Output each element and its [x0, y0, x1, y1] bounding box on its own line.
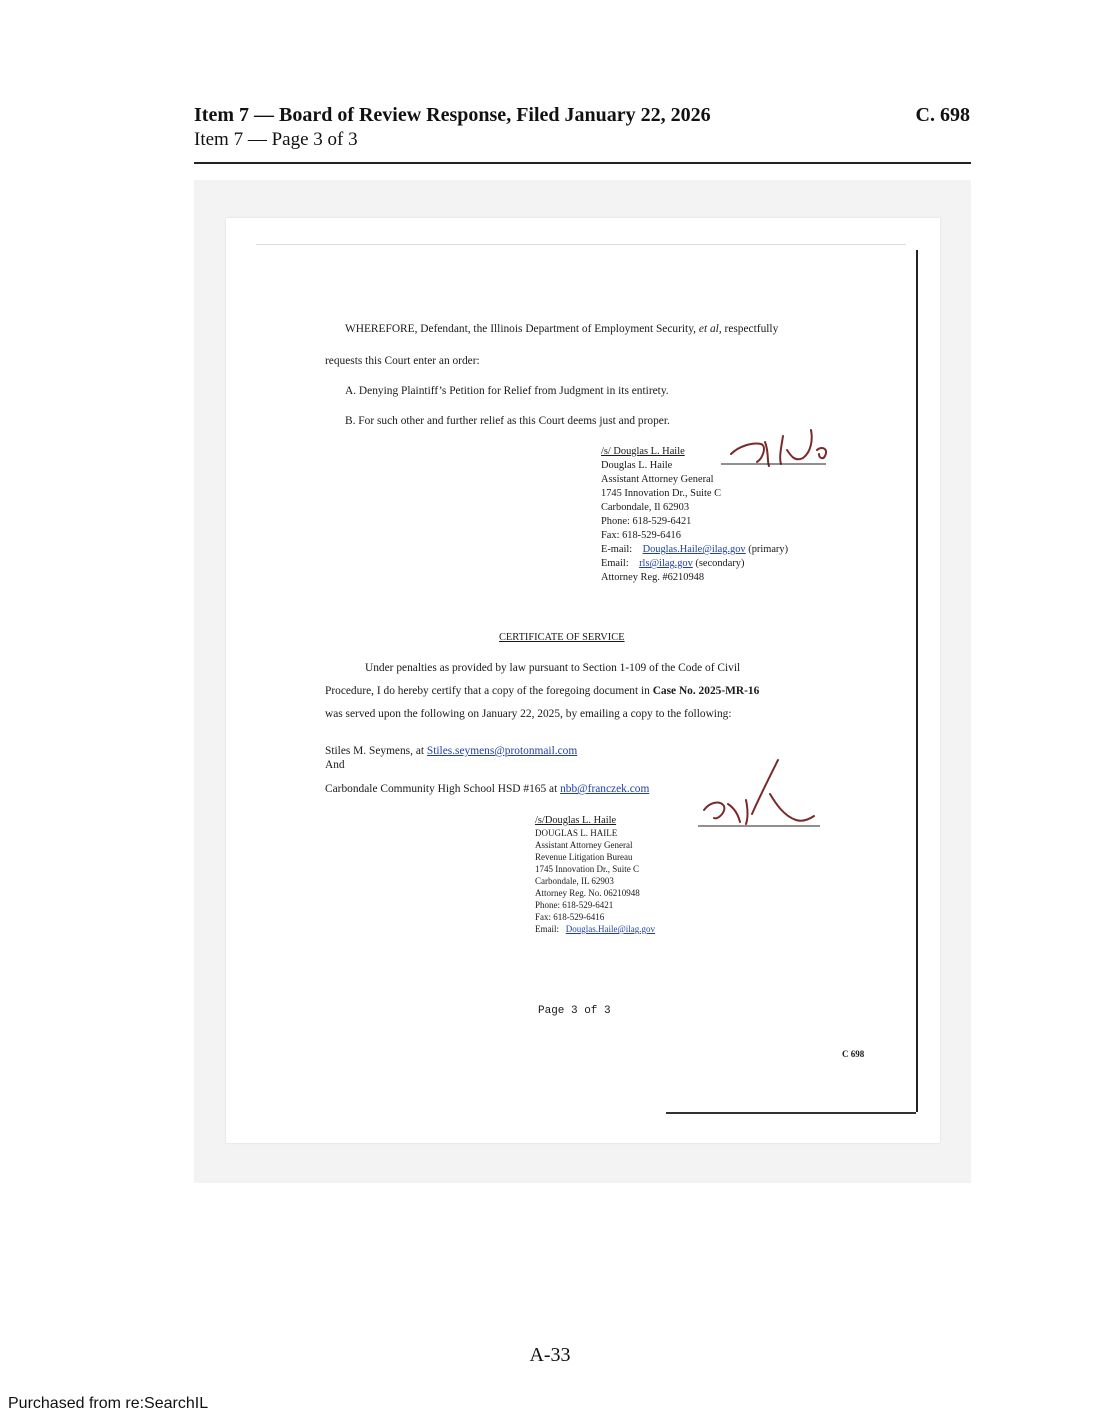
- sig2-email-link[interactable]: Douglas.Haile@ilag.gov: [565, 924, 656, 934]
- scan-edge-bottom: [666, 1112, 916, 1114]
- sig2-address1: 1745 Innovation Dr., Suite C: [535, 864, 639, 874]
- served-party-2-email[interactable]: nbb@franczek.com: [560, 783, 650, 795]
- served-party-2: Carbondale Community High School HSD #165 at nbb@franczek.com: [325, 783, 650, 795]
- requests-line: requests this Court enter an order:: [325, 355, 480, 367]
- sig2-fax: Fax: 618-529-6416: [535, 912, 605, 922]
- sig1-email-row: E-mail: Douglas.Haile@ilag.gov (primary): [601, 544, 789, 555]
- footer-source: Purchased from re:SearchIL: [8, 1395, 209, 1412]
- header-rule: [194, 162, 971, 164]
- served-party-1-email[interactable]: Stiles.seymens@protonmail.com: [426, 745, 578, 757]
- wherefore-line: WHEREFORE, Defendant, the Illinois Department of Employment Security, et al, respectfully: [345, 323, 779, 335]
- scanned-page: [226, 218, 940, 1143]
- sig1-signed: /s/ Douglas L. Haile: [601, 446, 685, 457]
- served-party-1: Stiles M. Seymens, at Stiles.seymens@protonmail.com: [325, 745, 578, 757]
- sig2-phone: Phone: 618-529-6421: [535, 900, 614, 910]
- sig1-fax: Fax: 618-529-6416: [601, 530, 681, 541]
- served-and: And: [325, 759, 345, 771]
- sig1-email-link[interactable]: Douglas.Haile@ilag.gov: [642, 544, 746, 555]
- sig1-title: Assistant Attorney General: [601, 474, 714, 485]
- sig2-signed: /s/Douglas L. Haile: [535, 815, 617, 826]
- scan-edge-right: [916, 250, 918, 1112]
- cert-line-3: was served upon the following on January 22, 2025, by emailing a copy to the following:: [325, 708, 732, 720]
- cert-line-1: Under penalties as provided by law pursuant to Section 1-109 of the Code of Civil: [365, 662, 741, 674]
- sig1-address2: Carbondale, Il 62903: [601, 502, 690, 513]
- header-title: Item 7 — Board of Review Response, Filed January 22, 2026: [194, 104, 711, 126]
- sig2-reg: Attorney Reg. No. 06210948: [535, 888, 640, 898]
- sig1-name: Douglas L. Haile: [601, 460, 673, 471]
- sig1-phone: Phone: 618-529-6421: [601, 516, 692, 527]
- footer-page-number: A-33: [529, 1344, 571, 1366]
- signature-2-image: [698, 754, 828, 834]
- relief-item-a: A. Denying Plaintiff’s Petition for Relief from Judgment in its entirety.: [345, 385, 669, 397]
- case-number: Case No. 2025-MR-16: [652, 685, 760, 697]
- sig2-address2: Carbondale, IL 62903: [535, 876, 614, 886]
- scan-page-note: Page 3 of 3: [538, 1005, 611, 1017]
- sig2-title: Assistant Attorney General: [535, 840, 633, 850]
- scan-edge-top: [256, 244, 906, 245]
- cert-line-2: Procedure, I do hereby certify that a copy of the foregoing document in Case No. 2025-MR-16: [325, 685, 760, 697]
- header-subtitle: Item 7 — Page 3 of 3: [194, 129, 358, 150]
- scan-stamp: C 698: [842, 1049, 865, 1059]
- sig1-email2-link[interactable]: rls@ilag.gov: [639, 558, 693, 569]
- relief-item-b: B. For such other and further relief as this Court deems just and proper.: [345, 415, 670, 427]
- sig2-bureau: Revenue Litigation Bureau: [535, 852, 633, 862]
- sig1-address1: 1745 Innovation Dr., Suite C: [601, 488, 722, 499]
- sig1-reg: Attorney Reg. #6210948: [601, 572, 705, 583]
- cert-title: CERTIFICATE OF SERVICE: [499, 632, 625, 643]
- header-page-ref: C. 698: [915, 104, 970, 126]
- sig2-email-row: Email: Douglas.Haile@ilag.gov: [535, 924, 656, 934]
- sig2-name: DOUGLAS L. HAILE: [535, 828, 618, 838]
- sig1-email2-row: Email: rls@ilag.gov (secondary): [601, 558, 745, 569]
- signature-1-image: [721, 422, 841, 472]
